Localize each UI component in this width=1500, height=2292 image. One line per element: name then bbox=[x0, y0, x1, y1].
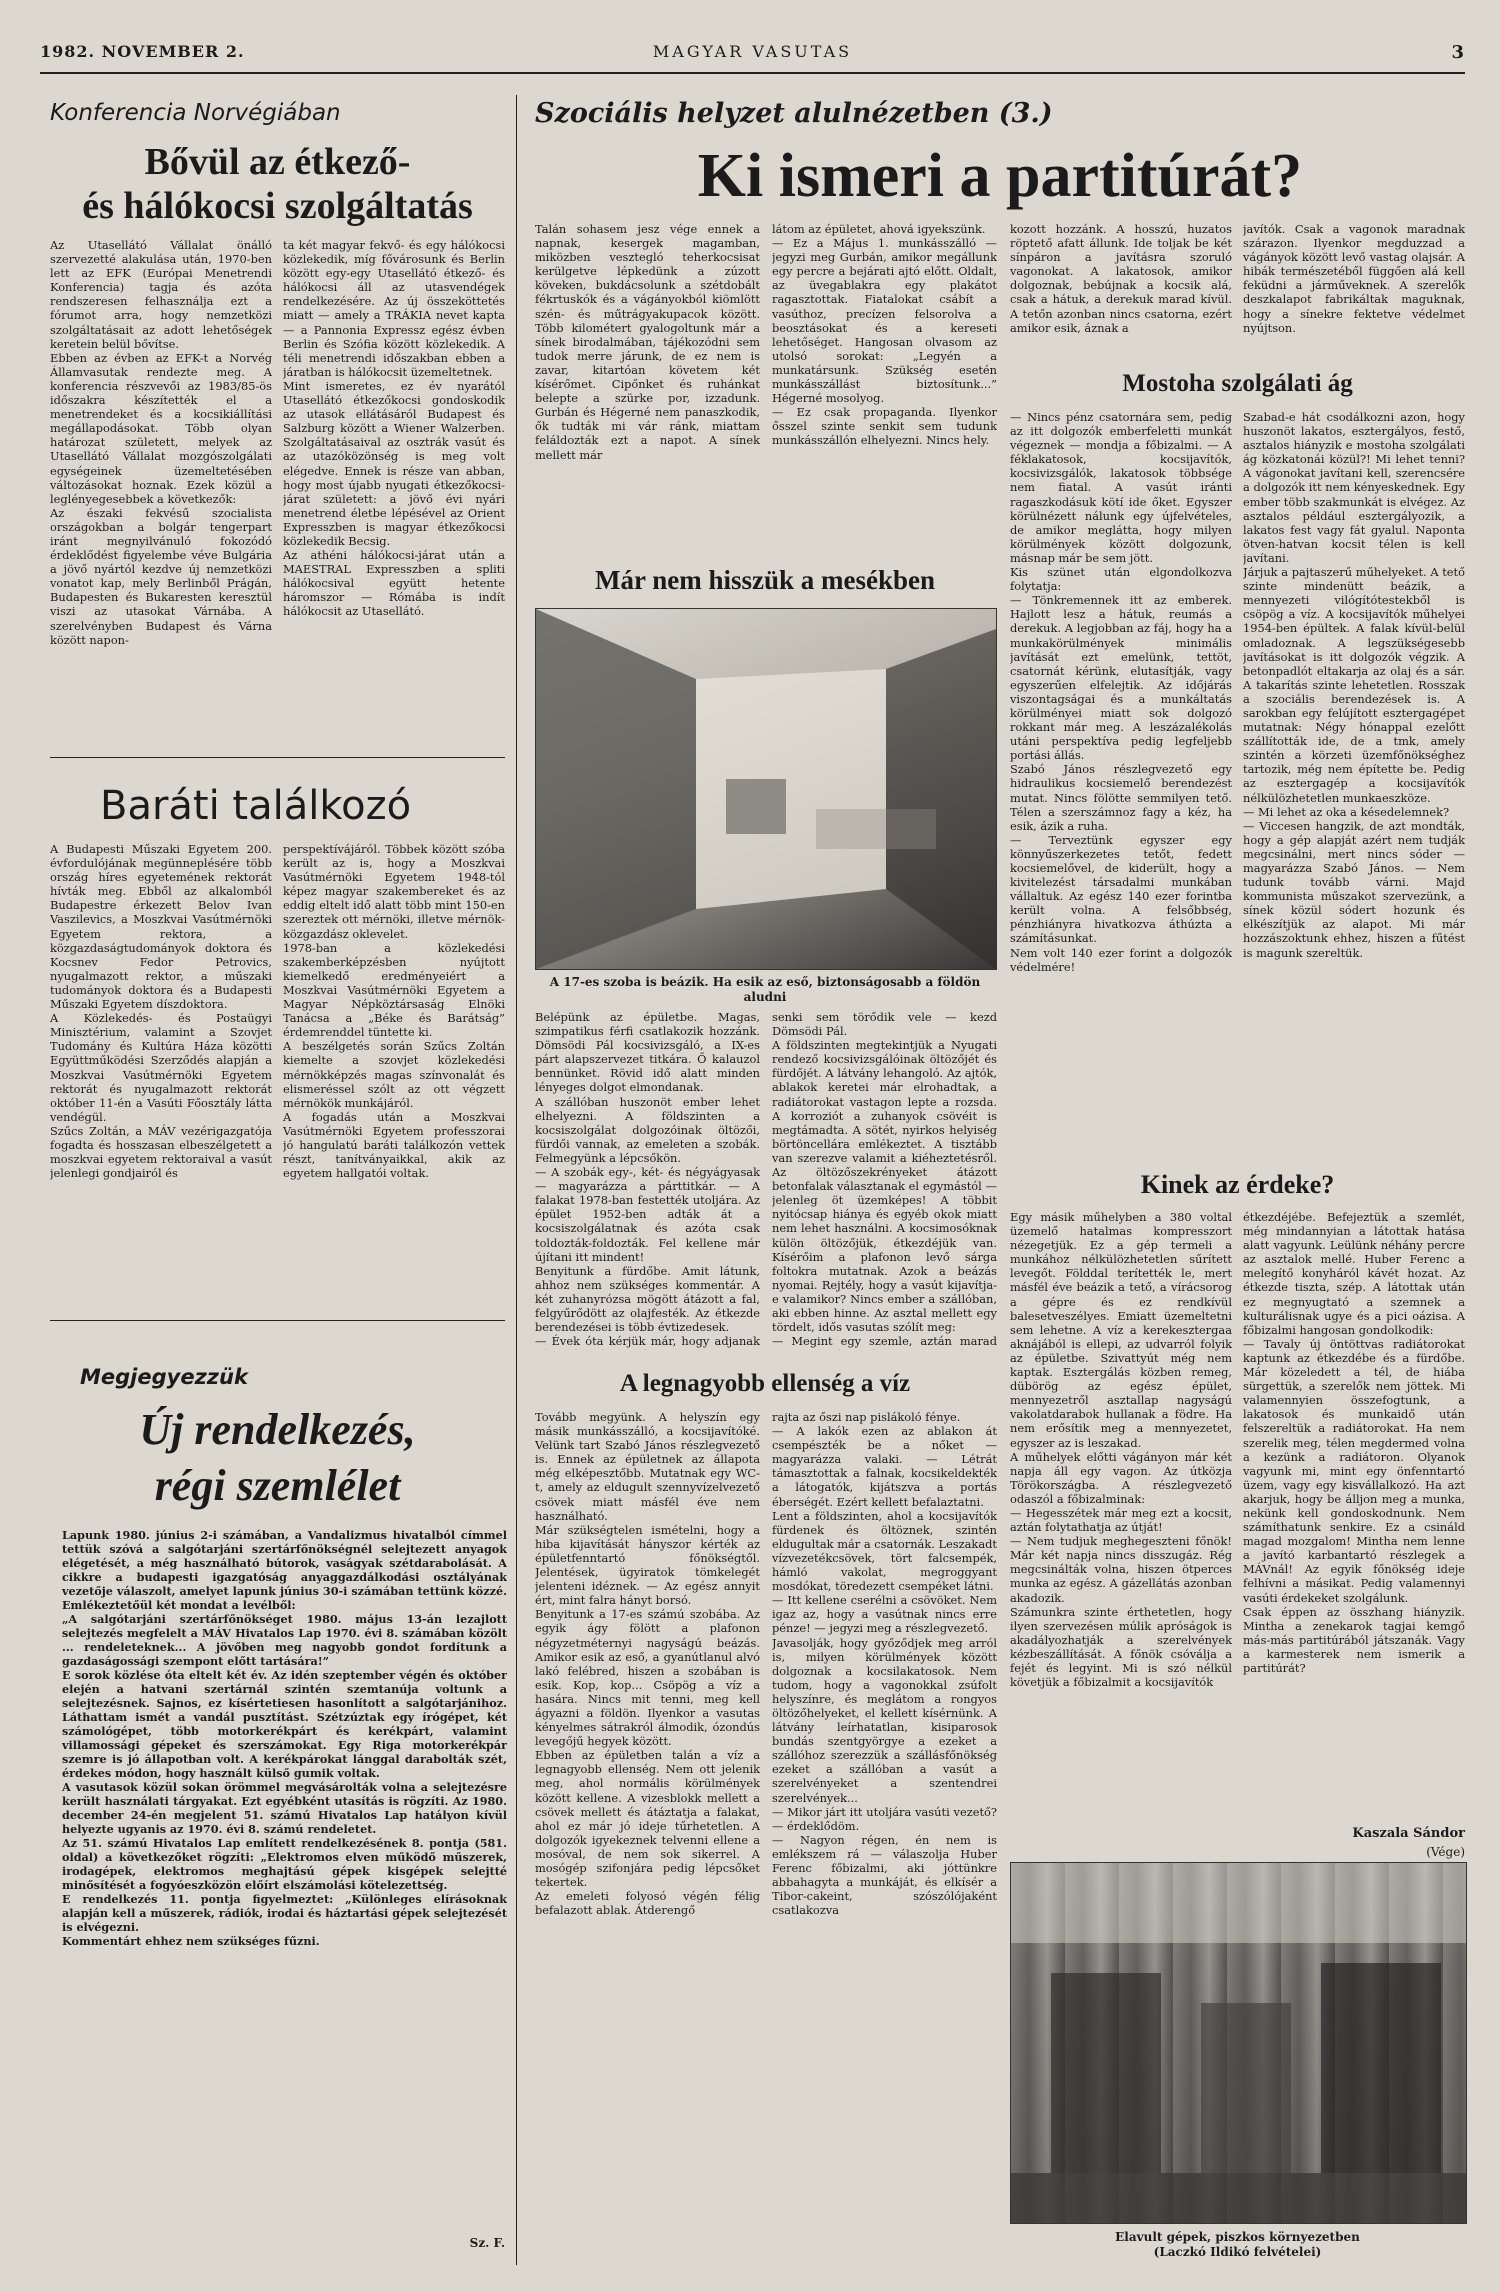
photo-workshop-caption-line2: (Laczkó Ildikó felvételei) bbox=[1153, 2245, 1322, 2259]
mostoha-column-1: — Nincs pénz csatornára sem, pedig az itt dolgozók emberfeletti munkát végeznek — mondja a főbizalmi. — A féklakatosok, kocsijavítók, kocsivizsgálók, lakatosok többsége nem fiatal. A vasút iránti ragaszkodásuk kötí ide őket. Egyszer körülnézett nálunk egy újfelvételes, de amikor meglátta, hogy milyen körülmények között dolgozunk, másnap már be sem jött. Kis szünet után elgondolkozva folytatja: — Tönkremennek itt az emberek. Hajlott lesz a hátuk, reumás a derekuk. A legjobban az fáj, hogy ha a munkakörülmények minimális javítását ezt emelünk, tettöt, csatornát kérünk, elutasítják, vagy egyszerűen elfelejtik. Az időjárás viszontagságai és a munkáltatás körülményei miatt sok dolgozó rokkant már meg. A leszázalékolás utáni perspektíva pedig legfeljebb portási állás. Szabó János részlegvezető egy hidraulikus kocsiemelő berendezést mutat. Nincs fölötte semmilyen tető. Télen a szerszámnoz fagy a kéz, ha esik, ázik a ruha. — Terveztünk egyszer egy könnyűszerkezetes tetőt, fedett kocsiemelővel, de kiderült, hogy a kivitelezést társadalmi munkában vállaltuk. Az egész 140 ezer forintba került volna. A felsőbbség, pénzhiányra hivatkozva áthúzta a számításunkat. Nem volt 140 ezer forint a dolgozók védelmére! bbox=[1010, 410, 1232, 974]
megjegyzes-kicker: Megjegyezzük bbox=[80, 1365, 248, 1389]
norway-headline bbox=[50, 140, 505, 228]
room-right-wall bbox=[886, 629, 996, 969]
masthead-rule bbox=[40, 72, 1465, 74]
mesek-column-1: Belépünk az épületbe. Magas, szimpatikus férfi csatlakozik hozzánk. Dömsödi Pál kocsivizsgáló, a IX-es párt alapszervezet titkára. Ő kalauzol bennünket. Rövid idő alatt minden lényeges dolgot elmondanak. A szállóban huszonöt ember lehet elhelyezni. A földszinten a kocsiszolgálat dolgozóinak öltözői, fürdői vannak, az emeleten a szobák. Felmegyünk a lépcsőkön. — A szobák egy-, két- és négyágyasak — magyarázza a párttitkár. — A falakat 1978-ban festették utoljára. Az épület 1952-ben adták át a kocsiszolgálatnak és azóta csak toldozták-foldozták. Fel kellene már újítani itt mindent! Benyitunk a fürdőbe. Amit látunk, ahhoz nem szükséges kommentár. A két zuhanyrózsa mögött átázott a fal, felgyűrődött az olajfesték. Az étkezde berendezései is több évtizedesek. — Évek óta kérjük már, hogy adjanak bbox=[535, 1010, 760, 1349]
photo-workshop-illustration bbox=[1011, 1863, 1466, 2223]
mesek-column-2: senki sem törődik vele — kezd Dömsödi Pál. A földszinten megtekintjük a Nyugati rendező kocsivizsgálóinak öltözőjét és fürdőjét. A látvány lehangoló. Az ajtók, ablakok keretei már elrohadtak, a radiátorokat vastagon lepte a rozsda. A korroziót a zuhanyok csövéit is megtámadta. A sötét, nyirkos helyiség börtöncellára emlékeztet. A tisztább van szerezve valamit a kiéheztetésről. Az öltözőszekrényeket átázott betonfalak választanak el egymástól — jelenleg öt üzemképes! A többit nyitócsap hiánya és egyéb okok miatt nem lehet használni. A kocsimosóknak külön öltözőjük, étkezdéjük van. Kísérőim a plafonon levő sárga foltokra mutatnak. Azok a beázás nyomai. Rejtély, hogy a vasút kijavítja-e valamikor? Nincs ember a szállóban, aki ebben hinne. Az asztal mellett egy tördelt, idős vasutas szólít meg: — Megint egy szemle, aztán marad bbox=[772, 1010, 997, 1349]
megjegyzes-text: Lapunk 1980. június 2-i számában, a Vandalizmus hivatalból címmel tettük szóvá a salgótarjáni szertárfőnökségnél selejtezett anyagok elégetését, a még használható bútorok, vaságyak szétdarabolását. A cikkre a budapesti igazgatóság anyaggazdálkodási osztályának vezetője válaszolt, amelyet lapunk június 30-i számában tettünk közzé. Emlékeztetőül két mondat a levélből: „A salgótarjáni szertárfőnökséget 1980. május 13-án lezajlott selejtezés megfelelt a MÁV Hivatalos Lap 1970. évi 8. számában közölt ... rendeleteknek... A jövőben meg nagyobb gondot fordítunk a gazdaságossági szempont előtt tartására!” E sorok közlése óta eltelt két év. Az idén szeptember végén és október elején a hatvani szertárnál szintén szemtanúja voltunk a selejtezésnek. Sajnos, ez kísértetiesen hasonlított a salgótarjánihoz. Láthattam ismét a vandál pusztítást. Szétzúztak egy írógépet, két számológépet, több motorkerékpárt és kerékpárt, valamint villamossági gépeket és szerszámokat. Egy Riga motorkerékpár szemre is jó állapotban volt. A kerékpárokat lánggal darabolták szét, érdekes módon, hogy használt külső gumik voltak. A vasutasok közül sokan örömmel megvásárolták volna a selejtezésre került használati tárgyakat. Ezt egyébként utasítás is rögzíti. Az 1980. december 24-én megjelent 51. számú Hivatalos Lap hatályon kívül helyezte ugyanis az 1970. évi 8. számú rendeletet. Az 51. számú Hivatalos Lap említett rendelkezésének 8. pontja (581. oldal) a következőket rögzíti: „Elektromos elven működő műszerek, irodagépek, elektromos meghajtású gépek kisgépek selejtté minősítését a fogyóeszközön előírt elszámolási kötelezettség. E rendelkezés 11. pontja figyelmeztet: „Különleges elírásoknak alapján kell a műszerek, rádiók, irodai és háztartási gépek selejtezését is elvégezni. Kommentárt ehhez nem szükséges fűzni. bbox=[62, 1528, 507, 1948]
szocialis-kicker: Szociális helyzet alulnézetben (3.) bbox=[535, 98, 1053, 129]
room-furniture bbox=[726, 779, 786, 834]
series-end: (Vége) bbox=[1426, 1845, 1465, 1859]
viz-column-2: rajta az őszi nap pislákoló fénye. — A lakók ezen az ablakon át csempészték be a nőket — magyarázza valaki. — Létrát támasztottak a falnak, kocsikeldekték a látogatók, kijátszva a portás éberségét. Ezért kellett befalaztatni. Lent a földszinten, ahol a kocsijavítók fürdenek és öltöznek, szintén eldugultak már a csatornák. Leszakadt vízvezetékcsövek, tört falcsempék, hámló vakolat, megroggyant mosdókat, töredezett csempéket látni. — Itt kellene cserélni a csövöket. Nem igaz az, hogy a vasútnak nincs erre pénze! — jegyzi meg a részlegvezető. Javasolják, hogy győződjek meg arról is, milyen körülmények között dolgoznak a kocsilakatosok. Nem tudom, hogy a vagonokkal zsúfolt helyszínre, és meglátom a rongyos öltözőhelyeket, el kellett kísérnünk. A látvány leírhatatlan, kisiparosok bundás szentgyörgye a ezeket a szállóhoz szerezzük a szállásfőnökség ezeket a szállóban a vasút a szerelvényeket a szentendrei szerelvények... — Mikor járt itt utoljára vasúti vezető? — érdeklődöm. — Nagyon régen, én nem is emlékszem rá — válaszolja Huber Ferenc főbizalmi, aki jóttünkre abbahagyta a munkáját, és elkísér a Tibor-cakeint, szószólójaként csatlakozva bbox=[772, 1410, 997, 1918]
workshop-machine-1 bbox=[1051, 1973, 1161, 2173]
workshop-machine-2 bbox=[1201, 2003, 1291, 2173]
workshop-windows bbox=[1011, 1863, 1466, 1943]
room-back-wall bbox=[696, 669, 886, 909]
page-number: 3 bbox=[1451, 42, 1465, 63]
viz-headline: A legnagyobb ellenség a víz bbox=[619, 1370, 911, 1397]
kinek-column-2: étkezdéjébe. Befejeztük a szemlét, még mindannyian a látottak hatása alatt vagyunk. Leülünk néhány percre az asztalok mellé. Huber Ferenc a melegítő konyháról kávét hozat. Az étkezde tiszta, szép. A látottak után ez megnyugtató a szemnek a kulturálisnak ugye és a pici oázisa. A főbizalmi hangosan gondolkodik: — Tavaly új öntöttvas radiátorokat kaptunk az étkezdébe és a fürdőbe. Már közeledett a tél, de hiába sürgettük, a szerelők nem jöttek. Mi valamennyien összefogtunk, a lakatosok és munkaidő után felszereltük a radiátorokat. Ha nem szerelik meg, télen megdermed volna a kezünk a radiátoron. Olyanok vagyunk mi, mint egy önfenntartó üzem, vagy egy kisvállalkozó. Ha azt akarjuk, hogy be álljon meg a munka, nekünk kell gondoskodnunk. Nem számíthatunk senkire. Ez a csináld magad mozgalom! Mintha nem lenne a javító karbantartó részlegek a MÁVnál! Az egyik főnökség ideje felhívni a másikat. Pedig valamennyi vasúti érdekeket szolgálunk. Csak éppen az összhang hiányzik. Mintha a zenekarok tagjai kemgő más-más partitúrából játszanák. Vagy a karmesterek nem ismerik a partitúrát? bbox=[1243, 1210, 1465, 1675]
mostoha-headline: Mostoha szolgálati ág bbox=[1122, 370, 1353, 397]
photo-room-illustration bbox=[536, 609, 996, 969]
workshop-machine-3 bbox=[1321, 1963, 1441, 2173]
barati-divider bbox=[50, 1320, 505, 1321]
photo-room-17 bbox=[535, 608, 997, 970]
kinek-column-1: Egy másik műhelyben a 380 voltal üzemelő hatalmas kompresszort nézegetjük. Ez a gép termeli a munkához nélkülözhetetlen sűrített levegőt. Földdal terítették le, mert másfél éve beázik a tető, a vírácsorog a gépre és ez rendkívül balesetveszélyes. Emiatt üzemeltetni sem lehetne. A víz a kerekesztergaa aknájából is ellepi, az udvarról folyik az épületbe. Szivattyút még nem kaptak. Esztergálás közben remeg, dübörög az egész épület, mennyezetről asztallap nagyságú vakolatdarabok hullanak a födre. Ha nem erősítik meg a mennyezetet, egyszer az is leszakad. A műhelyek előtti vágányon már két napja áll egy vagon. Az útközja Törökországba. A részlegvezető odaszól a főbizalminak: — Hegesszétek már meg ezt a kocsit, aztán folytathatja az útját! — Nem tudjuk meghegeszteni főnök! Már két napja nincs disszugáz. Rég megcsinálták volna, hiszen ötperces munka az egész. A gázellátás azonban akadozik. Számunkra szinte érthetetlen, hogy ilyen szervezésen múlik apróságok is akadályozhatják a szerelvények kézbeszállítását. A főnök csóválja a fejét és legyint. Mi is szó nélkül követjük a főbizalmit a kocsijavítók bbox=[1010, 1210, 1232, 1690]
barati-column-2: perspektívájáról. Többek között szóba került az is, hogy a Moszkvai Vasútmérnöki Egyetem 1948-tól képez magyar szakembereket és az eddig eltelt idő alatt több mint 150-en szereztek ott mérnöki, illetve mérnök-közgazdász oklevelet. 1978-ban a közlekedési szakemberképzésben nyújtott kiemelkedő eredményeiért a Moszkvai Vasútmérnöki Egyetem a Magyar Népköztársaság Elnöki Tanácsa a „Béke és Barátság” érdemrenddel tüntette ki. A beszélgetés során Szűcs Zoltán kiemelte a szovjet közlekedési mérnökképzés magas színvonalát és elismeréssel szólt az ott végzett mérnökök munkájáról. A fogadás után a Moszkvai Vasútmérnöki Egyetem professzorai jó hangulatú baráti találkozón vettek részt, tanítványaikkal, akik az egyetem hallgatói voltak. bbox=[283, 842, 505, 1181]
norway-divider bbox=[50, 757, 505, 758]
szocialis-column-2: látom az épületet, ahová igyekszünk. — Ez a Május 1. munkásszálló — jegyzi meg Gurbán, amikor megállunk egy percre a bejárati ajtó előtt. Oldalt, az üvegablakra egy plakátot ragasztottak. Fiatalokat csábít a vasúthoz, precízen felsorolva a beosztásokat és a kereseti lehetőséget. Hangosan olvasom az utolsó sorokat: „Legyén a munkatársunk. Szükség esetén munkásszállást biztosítunk...” Hégerné mosolyog. — Ez csak propaganda. Ilyenkor ősszel szinte senkit sem tudunk munkásszállón elhelyezni. Nincs hely. bbox=[772, 222, 997, 448]
megjegyzes-headline-line2: régi szemlélet bbox=[154, 1461, 401, 1510]
photo-workshop bbox=[1010, 1862, 1467, 2224]
photo-workshop-caption bbox=[1010, 2230, 1465, 2260]
room-left-wall bbox=[536, 609, 696, 969]
megjegyzes-signature: Sz. F. bbox=[469, 2236, 505, 2250]
column-rule bbox=[516, 95, 517, 2265]
mesek-headline: Már nem hisszük a mesékben bbox=[594, 565, 936, 595]
barati-headline: Baráti találkozó bbox=[100, 783, 412, 829]
newspaper-title: MAGYAR VASUTAS bbox=[652, 42, 853, 61]
norway-headline-line1: Bővül az étkező- bbox=[144, 141, 411, 183]
szocialis-column-3: kozott hozzánk. A hosszú, huzatos röptető afatt állunk. Ide toljak be két sínpáron a javításra szoruló vagonokat. A lakatosok, amikor dolgoznak, bebújnak a kocsik alá, csak a hátuk, a derekuk marad kívül. A tetőn azonban nincs csatorna, ezért amikor esik, áznak a bbox=[1010, 222, 1232, 335]
szocialis-column-4: javítók. Csak a vagonok maradnak szárazon. Ilyenkor megduzzad a vágányok között levő vastag olajsár. A hibák természetéből függően alá kell feküdni a járműveknek. A szerelők deszkalapot fabrikáltak maguknak, hogy a sínekre fektetve védelmet nyújtson. bbox=[1243, 222, 1465, 335]
masthead bbox=[40, 42, 1465, 68]
szocialis-column-1: Talán sohasem jesz vége ennek a napnak, kesergek magamban, miközben vesztegló teherkocsisat kerülgetve lépkedünk a zúzott köveken, bukdácsolunk a szétdobált fékrtuskók és a vágányokból kiömlött szén- és műtrágyakupacok között. Több kilométert gyalogoltunk már a sínek birodalmában, tájékozódni sem tudok merre járunk, de ez nem is zavar, kitartóan követem két kísérőmet. Cipőnket és ruhánkat belepte a szürke por, izzadunk. Gurbán és Hégerné nem panaszkodik, ők tudták mi vár ránk, miattam feláldozták ezt a napot. A sínek mellett már bbox=[535, 222, 760, 462]
viz-column-1: Tovább megyünk. A helyszín egy másik munkásszálló, a kocsijavítóké. Velünk tart Szabó János részlegvezető is. Ennek az épületnek az állapota még elképesztőbb. Mutatnak egy WC-t, amely az eldugult szennyvízelvezető csövek miatt másfél éve nem használható. Már szükségtelen ismételni, hogy a hiba kijavítását hányszor kérték az épületfenntartó főnökségtől. Jelentések, ügyiratok tömkelegét jelenteni idéznek. — Az egész annyit ért, mint falra hányt borsó. Benyitunk a 17-es számú szobába. Az egyik ágy fölött a plafonon négyzetméternyi nagyságú beázás. Amikor esik az eső, a gyanútlanul alvó lakó felébred, hiszen a szobában is esik. Kop, kop... Csöpög a víz a hasára. Nincs mit tenni, meg kell ágyazni a földön. Ilyenkor a vasutas kényelmes sátrakról álmodik, ózondús levegőjű hegyek között. Ebben az épületben talán a víz a legnagyobb ellenség. Nem ott jelenik meg, ahol normális körülmények között kellene. A vizesblokk mellett a csövek mellett és átáztatja a falakat, ahol ez már jó ideje tűrhetetlen. A dolgozók igyekeznek telvenni ellene a mosóval, de nem sok sikerrel. A mosógép szifonjára pedig lépcsőket tekertek. Az emeleti folyosó végén félig befalazott ablak. Átderengő bbox=[535, 1410, 760, 1918]
workshop-floor bbox=[1011, 2173, 1466, 2223]
author-name: Kaszala Sándor bbox=[1352, 1826, 1465, 1841]
norway-column-1: Az Utasellátó Vállalat önálló szervezetté alakulása után, 1970-ben lett az EFK (Európai Menetrendi Konferencia) tagja és azóta rendszeresen felhasználja ezt a fórumot arra, hogy nemzetközi szolgáltatásait az adott lehetőségek keretein belül bővítse. Ebben az évben az EFK-t a Norvég Államvasutak rendezte meg. A konferencia részvevői az 1983/85-ös időszakra készítették el a menetrendeket és a kocsikiállítási megállapodásokat. Több olyan határozat született, melyek az Utasellátó Vállalat mozgószolgálati egységeinek üzemeltetésében változásokat hoznak. Ezek közül a leglényegesebbek a következők: Az északi fekvésű szocialista országokban a bolgár tengerpart iránt megnyilvánuló fokozódó érdeklődést figyelembe véve Bulgária a jövő nyártól kezdve új nemzetközi vonatot kap, mely Berlinből Prágán, Budapesten és Bukaresten keresztül viszi az utasokat Várnába. A szerelvényben Budapest és Várna között napon- bbox=[50, 238, 272, 647]
mostoha-column-2: Szabad-e hát csodálkozni azon, hogy huszonöt lakatos, esztergályos, festő, asztalos hiányzik e mostoha szolgálati ág közkatonái közül?! Mi lehet tenni? A vágonokat javítani kell, szerencsére a dolgozók itt nem kényeskednek. Egy ember több szakmunkát is elvégez. Az asztalos például esztergályozik, a lakatos fest vagy fát gyalul. Naponta ötven-hatvan kocsit télen is kell javítani. Járjuk a pajtaszerű műhelyeket. A tető szinte mindenütt beázik, a mennyezeti vilógítótestekből is csöpög a víz. A kocsijavítók műhelyei 1954-ben épültek. A falak kívül-belül omladoznak. A legszükségesebb javításokat is itt dolgozók végzik. A betonpadlót eltakarja az olaj és a sár. A takarítás szinte lehetetlen. Rosszak a szociális berendezések is. A sarokban egy felújított esztergagépet mutatnak: Négy hónappal ezelőtt szállították ide, de a tmk, amely szintén a körzeti üzemfőnökséghez tartozik, még nem építette be. Pedig az esztergagép a kocsijavítók nélkülözhetetlen munkaeszköze. — Mi lehet az oka a késedelemnek? — Viccesen hangzik, de azt mondták, hogy a gép alapját azért nem tudják megcsinálni, mert nincs sóder — magyarázza Szabó János. — Nem tudunk tovább várni. Majd kommunista műszakot szervezünk, a sínek közül sódert hozunk és elkészítjük az alapot. Mi már hozzászoktunk ehhez, hiszen a fűtést is magunk szereltük. bbox=[1243, 410, 1465, 960]
photo-room-caption: A 17-es szoba is beázik. Ha esik az eső, biztonságosabb a földön aludni bbox=[549, 975, 981, 1004]
szocialis-headline: Ki ismeri a partitúrát? bbox=[697, 142, 1303, 210]
megjegyzes-headline-line1: Új rendelkezés, bbox=[139, 1405, 416, 1454]
barati-column-1: A Budapesti Műszaki Egyetem 200. évfordulójának megünneplésére több ország híres egyetemének rektorát hívták meg. Ebből az alkalomból Budapestre érkezett Belov Ivan Vaszilevics, a Moszkvai Vasútmérnöki Egyetem rektora, a közgazdaságtudományok doktora és Kocsnev Fedor Petrovics, nyugalmazott rektor, a műszaki tudományok doktora és a Budapesti Műszaki Egyetem díszdoktora. A Közlekedés- és Postaügyi Minisztérium, valamint a Szovjet Tudomány és Kultúra Háza közötti Együttműködési Szerződés alapján a Moszkvai Vasútmérnöki Egyetem rektorát és nyugalmazott rektorát október 11-én a Vasúti Főosztály látta vendégül. Szűcs Zoltán, a MÁV vezérigazgatója fogadta és hosszasan elbeszélgetett a moszkvai egyetem rektoraival a vasút jelenlegi gondjairól és bbox=[50, 842, 272, 1181]
megjegyzes-headline bbox=[50, 1402, 505, 1514]
norway-kicker: Konferencia Norvégiában bbox=[50, 100, 341, 126]
norway-column-2: ta két magyar fekvő- és egy hálókocsi közlekedik, míg fővárosunk és Berlin között egy-egy Utasellátó étkező- és hálókocsi áll az utasvendégek rendelkezésére. Az új összeköttetés miatt — amely a TRÁKIA nevet kapta — a Pannonia Expressz egész évben Berlin és Szófia között közlekedik. A téli menetrendi időszakban ebben a járatban is hálókocsit üzemeltetnek. Mint ismeretes, ez év nyarától Utasellátó étkezőkocsi gondoskodik az utasok ellátásáról Budapest és Salzburg között a Wiener Walzerben. Szolgáltatásaival az osztrák vasút és az utazóközönség is meg volt elégedve. Ennek is része van abban, hogy most újabb nyugati étkezőkocsi-járat született: a jövő évi nyári menetrend életbe lépésével az Orient Expresszben is magyar étkezőkocsi közlekedik Becsig. Az athéni hálókocsi-járat után a MAESTRAL Expresszben a spliti hálókocsival együtt hetente háromszor — Rómába is indít hálókocsit az Utasellátó. bbox=[283, 238, 505, 619]
kinek-headline: Kinek az érdeke? bbox=[1140, 1170, 1335, 1199]
issue-date: 1982. NOVEMBER 2. bbox=[40, 42, 245, 61]
photo-workshop-caption-line1: Elavult gépek, piszkos környezetben bbox=[1115, 2230, 1360, 2244]
norway-headline-line2: és hálókocsi szolgáltatás bbox=[82, 185, 473, 227]
